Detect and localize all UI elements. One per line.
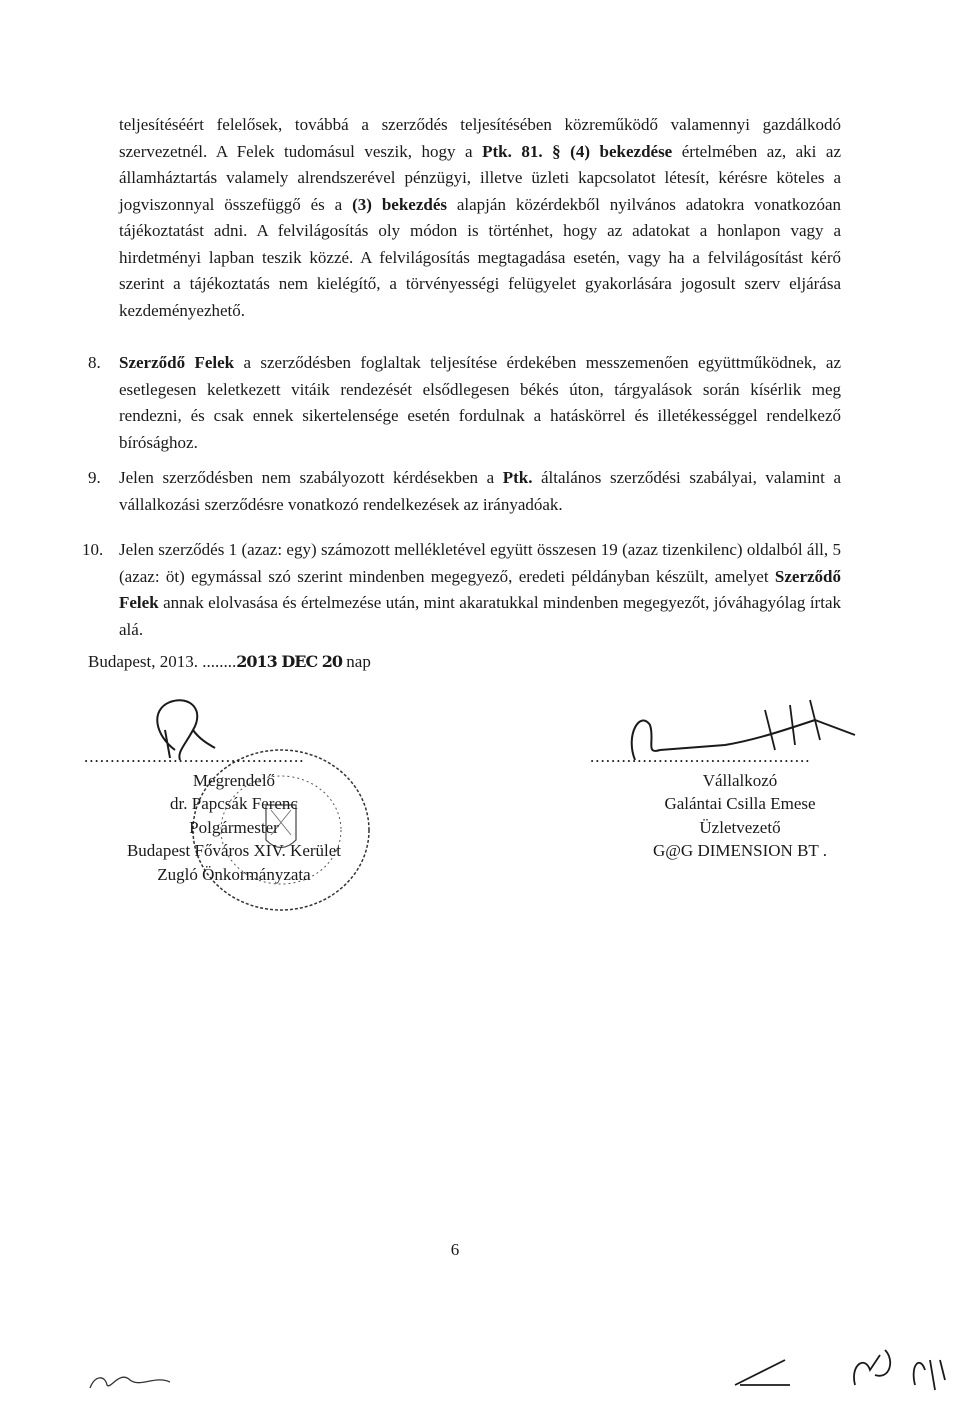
- text-bold: Szerződő Felek: [119, 566, 841, 612]
- signer-org: Zugló Önkormányzata: [157, 864, 311, 884]
- signature-block-client: [84, 745, 384, 886]
- item-9: [88, 465, 841, 518]
- signature-line: ..........................................: [84, 747, 305, 766]
- text-bold: Szerződő Felek: [119, 353, 235, 372]
- signer-org: G@G DIMENSION BT .: [652, 841, 827, 860]
- text-segment: annak elolvasása és értelmezése után, mint akaratukkal mindenben megegyezőt, jóváhagyólag írtak alá.: [119, 593, 841, 639]
- signature-block-contractor: [590, 745, 890, 863]
- signer-org: Budapest Főváros XIV. Kerület: [126, 841, 342, 860]
- text-bold: Ptk.: [502, 468, 533, 487]
- text-segment: általános szerződési szabályai, valamint a vállalkozási szerződésre vonatkozó rendelkezések az irányadóak.: [119, 468, 841, 514]
- text-segment: alapján közérdekből nyilvános adatokra vonatkozóan tájékoztatást adni. A felvilágosítás oly módon is történhet, hogy az adatokat a honlapon vagy a hirdetményi lapban teszik közzé. A felvilágosítás megtagadása esetén, vagy ha a felvilágosítást kérő szerint a tájékoztatás nem kielégítő, a törvényességi felügyelet gyakorlására jogosult szerv eljárása kezdeményezhető.: [119, 194, 841, 320]
- signer-role: Vállalkozó: [702, 770, 778, 790]
- signer-title: Üzletvezető: [699, 817, 781, 837]
- dateline-suffix: nap: [342, 652, 371, 671]
- text-segment: Jelen szerződésben nem szabályozott kérdésekben a: [119, 468, 503, 487]
- paragraph-continuation: [119, 112, 841, 324]
- item-8: [88, 350, 841, 456]
- item-number: 8.: [88, 353, 101, 372]
- item-body: [119, 465, 841, 518]
- signer-role: Megrendelő: [192, 770, 276, 790]
- signer-name: dr. Papcsák Ferenc: [170, 794, 298, 813]
- page-number: 6: [450, 1240, 460, 1259]
- text-segment: A Felek tudomásul veszik, hogy a: [215, 141, 483, 161]
- signer-title: Polgármester: [189, 817, 279, 837]
- text-bold: (3) bekezdés: [352, 194, 447, 214]
- text-segment: Jelen szerződés 1 (azaz: egy) számozott mellékletével együtt összesen 19 (azaz tizenkilenc) oldalból áll, 5 (azaz: öt) egymással szó szerint mindenben megegyező, eredeti példányban készült, amelyet: [119, 540, 841, 586]
- item-10: [82, 537, 841, 643]
- dateline: [88, 652, 371, 672]
- text-bold: Ptk. 81. § (4) bekezdése: [482, 141, 673, 161]
- item-number: 9.: [88, 468, 101, 487]
- stamped-date: 2013 DEC 20: [236, 652, 343, 671]
- item-body: [119, 537, 841, 643]
- text-segment: értelmében az, aki az államháztartás valamely alrendszerével pénzügyi, illetve üzleti kapcsolatot létesít, kérésre köteles a jogviszonnyal összefüggő és a: [119, 141, 842, 214]
- dateline-prefix: Budapest, 2013. ........: [88, 652, 237, 671]
- item-body: [119, 350, 841, 456]
- initials-right: [730, 1345, 955, 1395]
- item-number: 10.: [82, 540, 104, 559]
- initials-left: [85, 1360, 175, 1395]
- text-segment: a szerződésben foglaltak teljesítése érdekében messzemenően együttműködnek, az esetlegesen keletkezett vitáik rendezését elsődlegesen békés úton, tárgyalások során kísérlik meg rendezni, és csak ennek sikertelensége esetén fordulnak a hatáskörrel és illetékességgel rendelkező bírósághoz.: [119, 353, 841, 452]
- text-segment: teljesítéséért felelősek, továbbá a szerződés teljesítésében közreműködő valamennyi gazdálkodó szervezetnél.: [119, 115, 841, 161]
- signer-name: Galántai Csilla Emese: [664, 794, 816, 813]
- signature-line: ..........................................: [590, 747, 811, 766]
